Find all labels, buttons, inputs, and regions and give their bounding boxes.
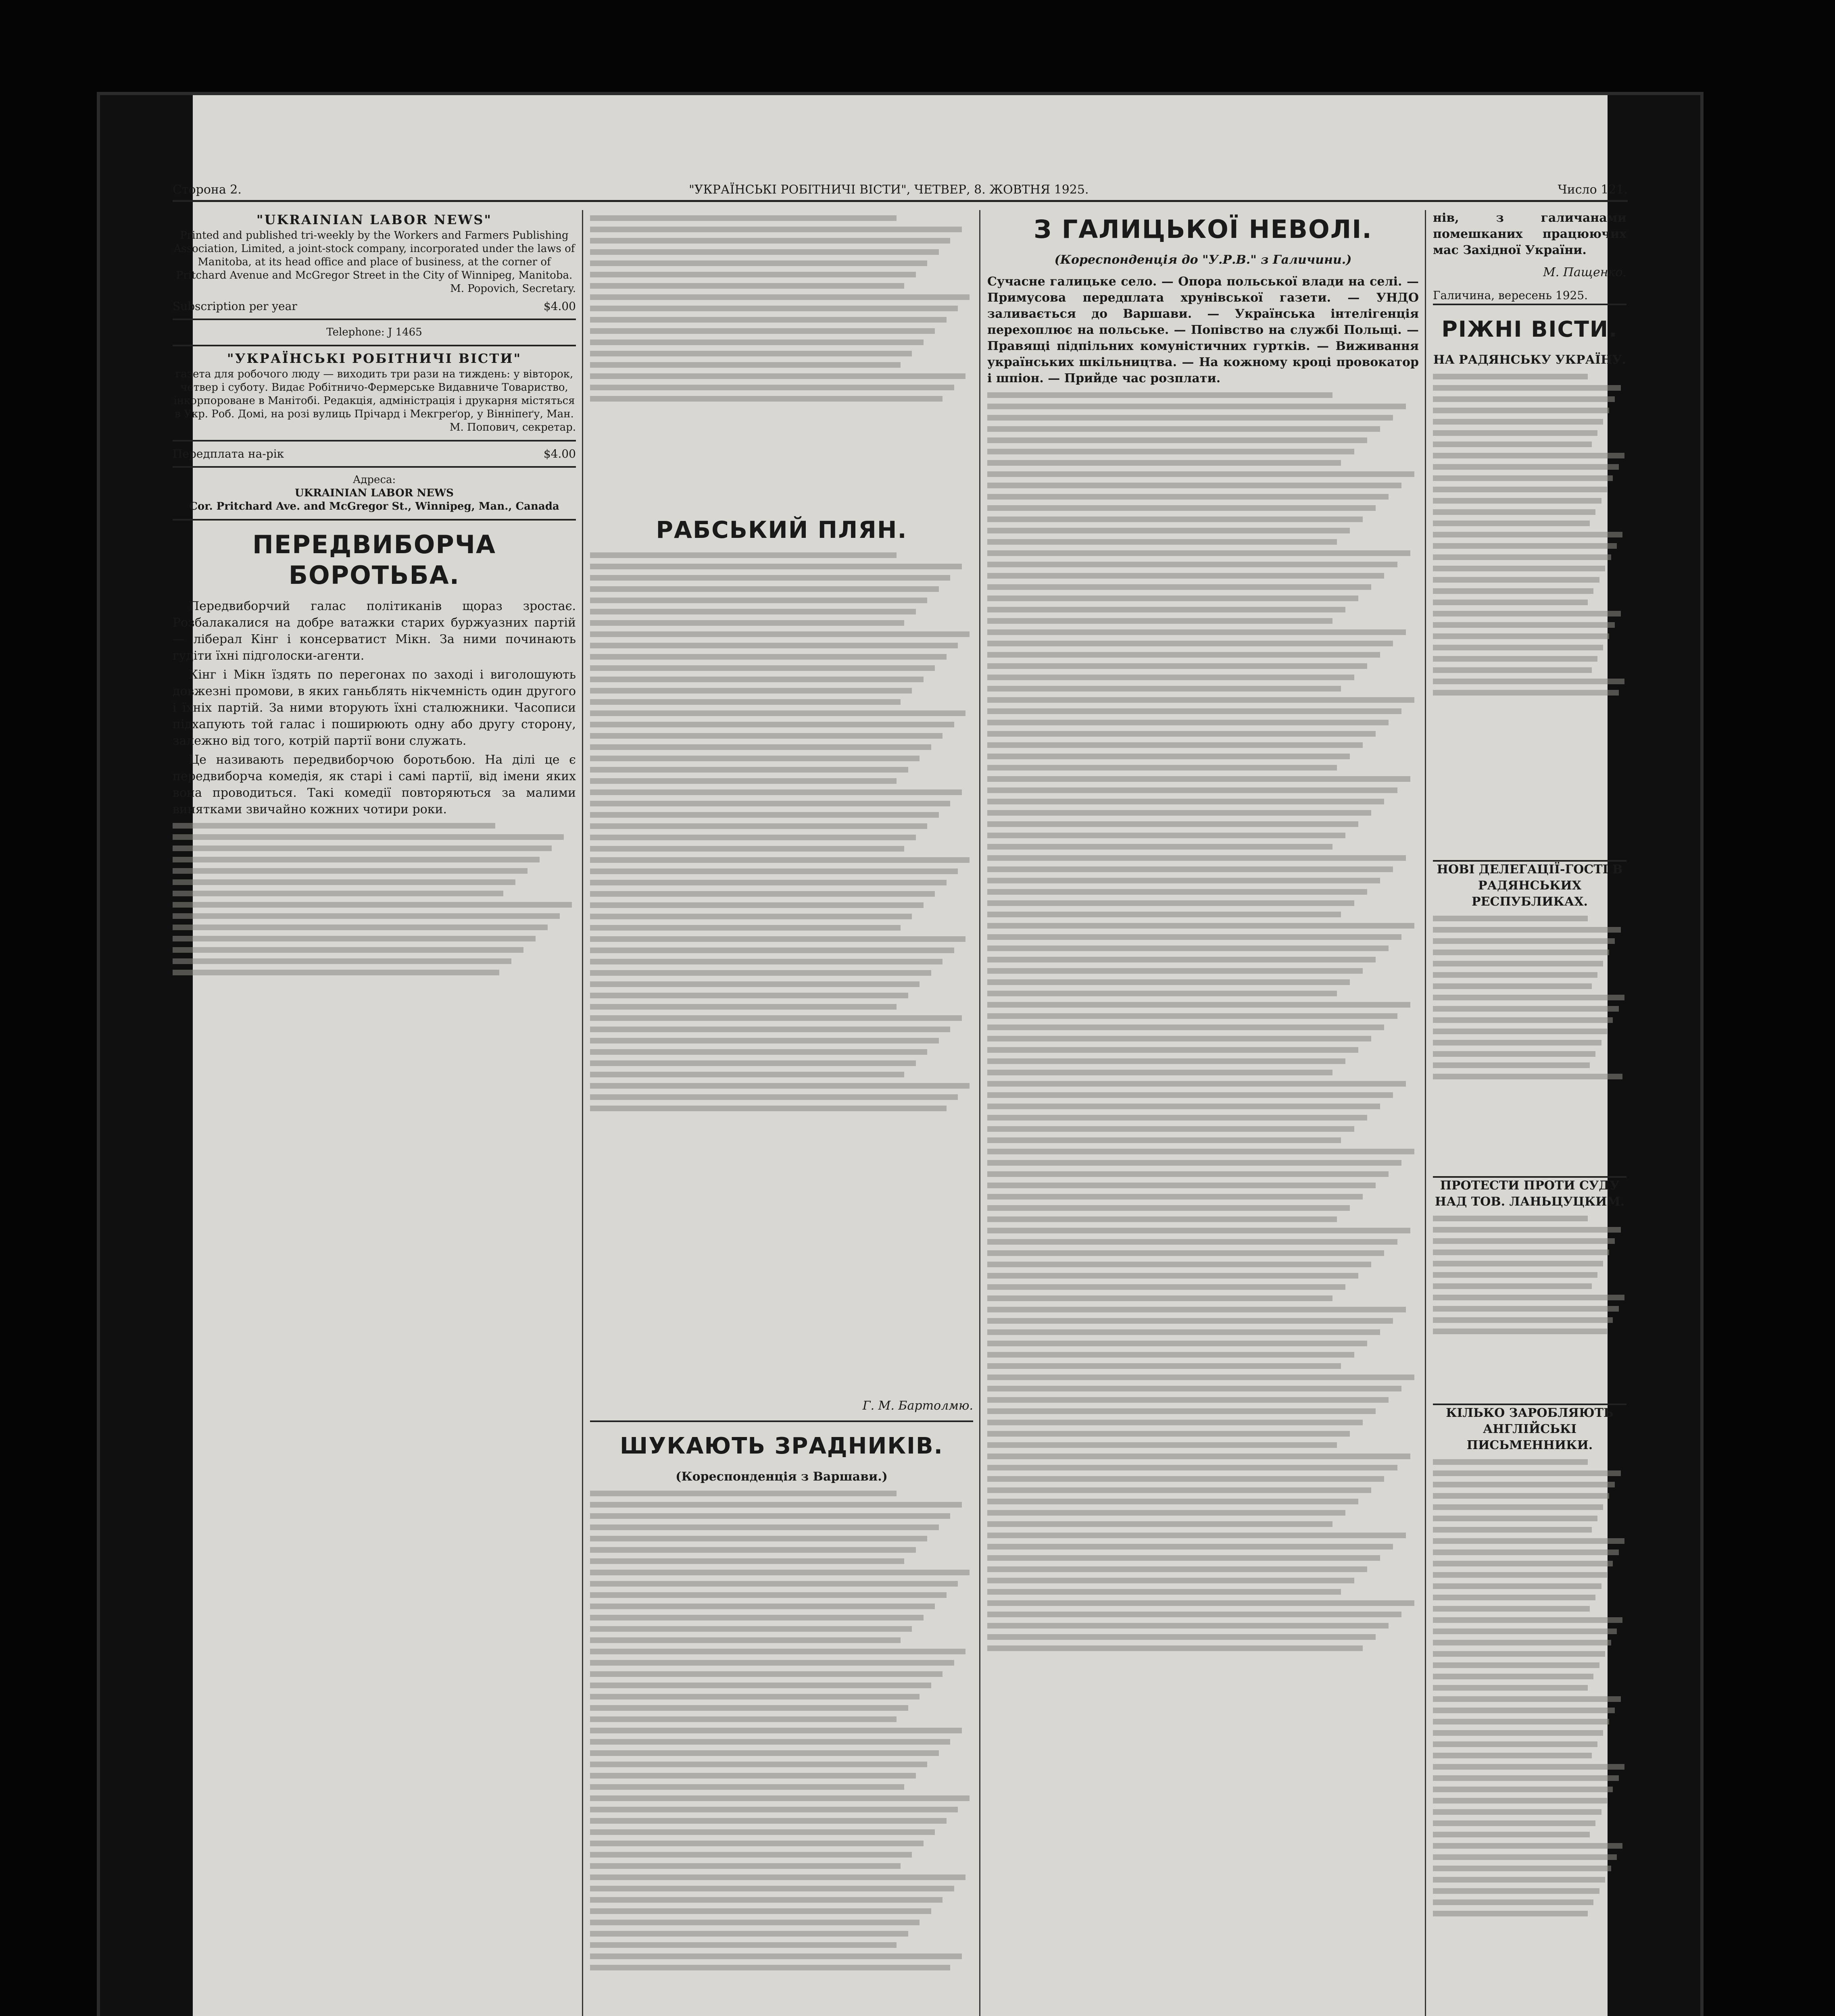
address-line: Cor. Pritchard Ave. and McGregor St., Winnipeg, Man., Canada bbox=[189, 500, 559, 512]
subscription-en bbox=[173, 300, 576, 313]
article-subtitle: (Кореспонденція з Варшави.) bbox=[676, 1470, 888, 1484]
column-rule bbox=[1425, 210, 1426, 2016]
article-continuation: нів, з галичанами помешканих працюючих мас Західної України. bbox=[1433, 211, 1626, 257]
article-signature: М. Пащенко. bbox=[1543, 265, 1626, 279]
subscription-price-ua: $4.00 bbox=[543, 447, 576, 460]
article-paragraph: Це називають передвиборчою боротьбою. На ділі це є передвиборча комедія, як старі і самі партії, від імени яких вона проводиться. Такі комедії повторяються за малими винятками звичайно кожних чотири роки. bbox=[173, 753, 576, 816]
news-body-text bbox=[1433, 1459, 1626, 2016]
news-heading: КІЛЬКО ЗАРОБЛЯЮТЬ АНГЛІЙСЬКІ ПИСЬМЕННИКИ. bbox=[1433, 1404, 1626, 1454]
news-heading: НОВІ ДЕЛЕГАЦІЇ-ГОСТІ В РАДЯНСЬКИХ РЕСПУБЛИКАХ. bbox=[1433, 860, 1626, 910]
address-label: Адреса: bbox=[352, 474, 396, 486]
article-body-text bbox=[590, 215, 973, 506]
masthead-secretary-ua: М. Попович, секретар. bbox=[449, 421, 576, 433]
article-subtitle: (Кореспонденція до "У.Р.В." з Галичини.) bbox=[1054, 253, 1352, 267]
article-title: ШУКАЮТЬ ЗРАДНИКІВ. bbox=[620, 1433, 943, 1459]
page-number: Сторона 2. bbox=[173, 183, 242, 197]
subscription-price-en: $4.00 bbox=[543, 300, 576, 313]
masthead-title-ua: "УКРАЇНСЬКІ РОБІТНИЧІ ВІСТИ" bbox=[227, 351, 522, 366]
column-rule bbox=[979, 210, 980, 2016]
masthead-title-en: "UKRAINIAN LABOR NEWS" bbox=[256, 212, 492, 227]
column-1 bbox=[173, 210, 576, 2016]
column-2 bbox=[590, 210, 973, 2016]
article-paragraph: Кінг і Мікн їздять по перегонах по заході і виголошують довжезні промови, в яких ганьблять нікчемність один другого і їхніх партій. За ними вторують їхні сталюжники. Часописи підхапують той галас і поширюють одну або другу сторону, залежно від того, котрій партії вони служать. bbox=[173, 668, 576, 748]
article-lead: Сучасне галицьке село. — Опора польської влади на селі. — Примусова передплата хрунівської газети. — УНДО заливається до Варшави. — Українська інтелігенція перехоплює на польське. — Попівство на службі Польщі. — Правящі підпільних комуністичних гуртків. — Виживання українських шкільництва. — На кожному кроці провокатор і шпіон. — Прийде час розплати. bbox=[987, 275, 1419, 385]
article-title: РАБСЬКИЙ ПЛЯН. bbox=[656, 516, 907, 544]
article-dateline: Галичина, вересень 1925. bbox=[1433, 289, 1588, 302]
article-body-text bbox=[590, 1491, 973, 2016]
newspaper-page bbox=[100, 95, 1700, 2016]
news-heading: ПРОТЕСТИ ПРОТИ СУДУ НАД ТОВ. ЛАНЬЦУЦКИМ. bbox=[1433, 1176, 1626, 1210]
article-title: З ГАЛИЦЬКОЇ НЕВОЛІ. bbox=[1034, 215, 1372, 244]
news-body-text bbox=[1433, 916, 1626, 1174]
subscription-label-en: Subscription per year bbox=[173, 300, 297, 313]
news-body-text bbox=[1433, 1216, 1626, 1401]
column-3 bbox=[987, 210, 1419, 2016]
article-title: ПЕРЕДВИБОРЧА БОРОТЬБА. bbox=[252, 530, 496, 590]
telephone: Telephone: J 1465 bbox=[326, 326, 422, 338]
masthead-description-en: Printed and published tri-weekly by the Workers and Farmers Publishing Association, Limited, a joint-stock company, incorporated under the laws of Manitoba, at its head office and place of business, at the corner of Pritchard Avenue and McGregor Street in the City of Winnipeg, Manitoba. bbox=[173, 229, 575, 281]
paper-title: "УКРАЇНСЬКІ РОБІТНИЧІ ВІСТИ", ЧЕТВЕР, 8. ЖОВТНЯ 1925. bbox=[689, 183, 1089, 197]
address-name: UKRAINIAN LABOR NEWS bbox=[295, 487, 454, 499]
masthead-secretary-en: M. Popovich, Secretary. bbox=[450, 283, 576, 295]
column-rule bbox=[582, 210, 583, 2016]
masthead bbox=[173, 213, 576, 521]
news-body-text bbox=[1433, 374, 1626, 858]
section-title: РІЖНІ ВІСТИ. bbox=[1441, 317, 1618, 342]
subscription-label-ua: Передплата на-рік bbox=[173, 447, 284, 460]
article-body-text bbox=[590, 552, 973, 1395]
masthead-description-ua: газета для робочого люду — виходить три рази на тиждень: у вівторок, четвер і суботу. Видає Робітничо-Фермерське Видавниче Товариство, інкорпороване в Манітобі. Редакція, адміністрація і друкарня містяться в Укр. Роб. Домі, на розі вулиць Прічард і Мекгреґор, у Вінніпеґу, Ман. bbox=[173, 368, 575, 420]
issue-number: Число 121. bbox=[1558, 183, 1628, 197]
subscription-ua bbox=[173, 447, 576, 460]
page-header bbox=[173, 176, 1628, 202]
column-4 bbox=[1433, 210, 1626, 2016]
article-signature: Г. М. Бартолмю. bbox=[862, 1399, 973, 1413]
article-body-text bbox=[987, 392, 1419, 2016]
article-paragraph: Передвиборчий галас політиканів щораз зростає. Розбалакалися на добре ватажки старих буржуазних партій — ліберал Кінг і консерватист Мікн. За ними починають гудіти їхні підголоски-агенти. bbox=[173, 599, 576, 663]
article-body-text bbox=[173, 823, 576, 975]
news-heading: НА РАДЯНСЬКУ УКРАЇНУ. bbox=[1433, 353, 1626, 367]
